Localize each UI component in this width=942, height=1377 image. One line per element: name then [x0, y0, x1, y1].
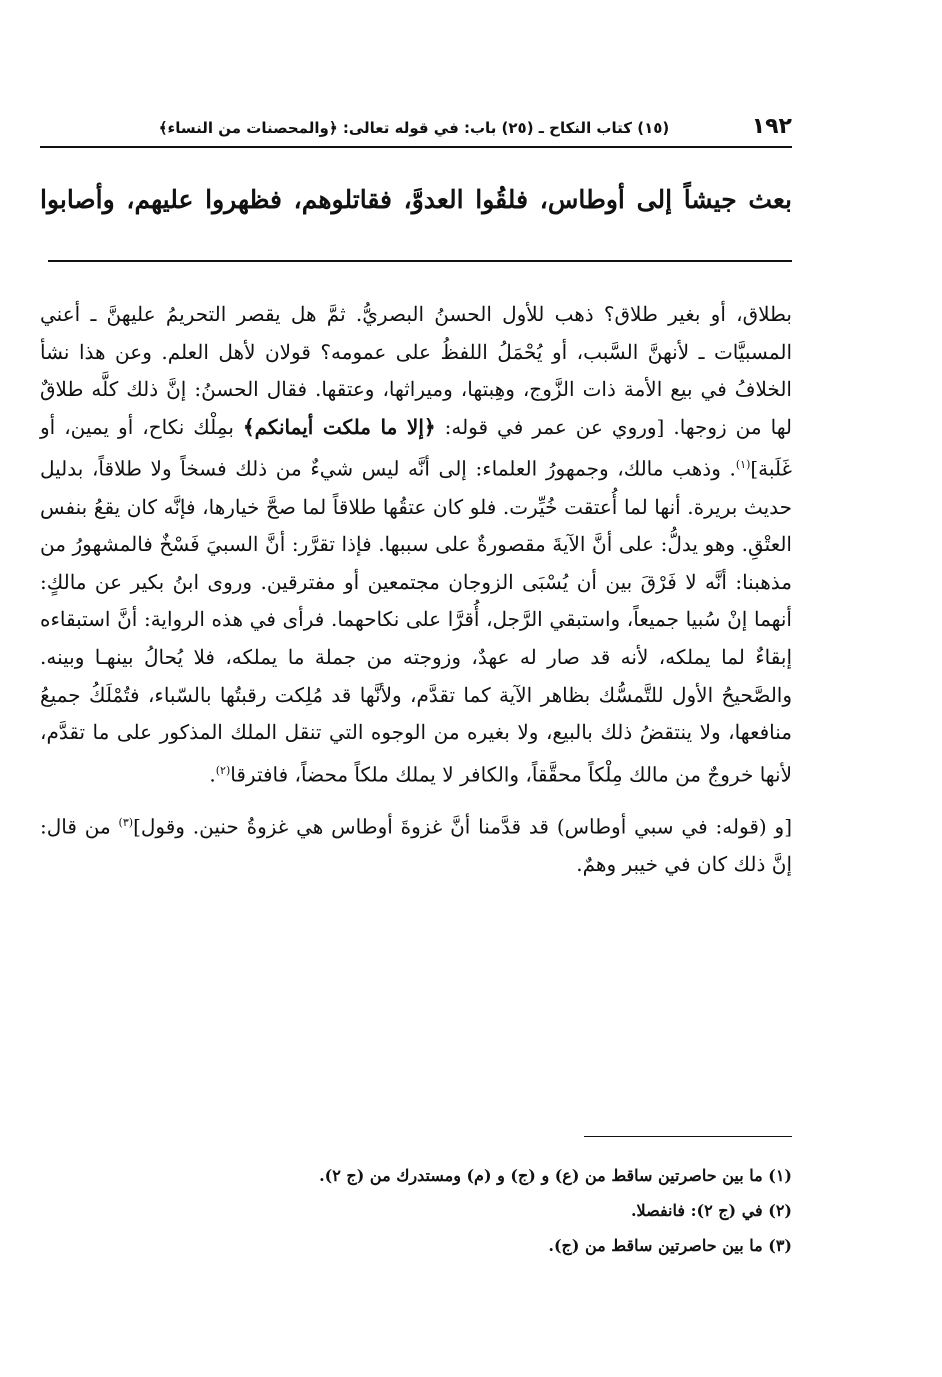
page-header	[40, 112, 792, 148]
commentary-text-run: من قال: إنَّ ذلك كان في خيبر وهمٌ.	[40, 814, 792, 877]
commentary-paragraph-1	[40, 296, 792, 794]
commentary-text-run: .	[209, 762, 216, 787]
section-divider	[48, 260, 792, 262]
hadith-text-line: بعث جيشاً إلى أوطاس، فلقُوا العدوَّ، فقاتلوهم، فظهروا عليهم، وأصابوا	[40, 185, 792, 214]
commentary-text	[40, 296, 792, 884]
quran-quote: ﴿إلا ما ملكت أيمانكم﴾	[242, 414, 436, 439]
commentary-text-run: [و (قوله: في سبي أوطاس) قد قدَّمنا أنَّ غزوةَ أوطاس هي غزوةُ حنين. وقول]	[133, 814, 793, 839]
commentary-paragraph-2	[40, 804, 792, 884]
footnote-1: (١) ما بين حاصرتين ساقط من (ع) و (ج) و (م) ومستدرك من (ج ٢).	[319, 1166, 792, 1185]
commentary-text-run: بمِلْك نكاح، أو يمين، أو غَلَبة]	[40, 414, 792, 482]
footnote-ref-2: (٢)	[215, 763, 231, 777]
commentary-text-run: بطلاق، أو بغير طلاق؟ ذهب للأول الحسنُ البصريُّ. ثمَّ هل يقصر التحريمُ عليهنَّ ـ أعني المسبيَّات ـ لأنهنَّ السَّبب، أو يُحْمَلُ اللفظُ على عمومه؟ قولان لأهل العلم. وعن هذا نشأ الخلافُ في بيع الأمة ذات الزَّوج، وهِبتها، وميراثها، وعتقها. فقال الحسنُ: إنَّ ذلك كلَّه طلاقٌ لها من زوجها. [وروي عن عمر في قوله:	[40, 302, 793, 439]
footnote-ref-3: (٣)	[118, 816, 134, 830]
page-number: ١٩٢	[751, 114, 792, 139]
footnotes	[200, 1158, 792, 1263]
commentary-text-run: . وذهب مالك، وجمهورُ العلماء: إلى أنَّه ليس شيءٌ من ذلك فسخاً ولا طلاقاً، بدليل حديث بريرة. أنها لما أُعتقت خُيِّرت. فلو كان عتقُها طلاقاً لما صحَّ خيارها، فإنَّه كان يقعُ بنفس العتْقِ. وهو يدلُّ: على أنَّ الآيةَ مقصورةٌ على سببها. فإذا تقرَّر: أنَّ السبيَ فَسْخٌ فالمشهورُ من مذهبنا: أنَّه لا فَرْقَ بين أن يُسْبَى الزوجان مجتمعين أو مفترقين. وروى ابنُ بكير عن مالكٍ: أنهما إنْ سُبيا جميعاً، واستبقي الرَّجل، أُقرَّا على نكاحهما. فرأى في هذه الرواية: أنَّ استبقاءه إبقاءٌ لما يملكه، لأنه قد صار له عهدٌ، وزوجته من جملة ما يملكه، فلا يُحالُ بينهـا وبينه. والصَّحيحُ الأول للتَّمسُّك بظاهر الآية كما تقدَّم، ولأنَّها قد مُلِكت رقبتُها بالسّباء، فتُمْلَكُ جميعُ منافعها، ولا ينتقضُ ذلك بالبيع، ولا بغيره من الوجوه التي تنقل الملك المذكور على ما تقدَّم، لأنها خروجٌ من مالك مِلْكاً محقَّقاً، والكافر لا يملك ملكاً محضاً، فافترقا	[40, 457, 792, 787]
footnote-3: (٣) ما بين حاصرتين ساقط من (ج).	[548, 1236, 792, 1255]
footnote-ref-1: (١)	[735, 458, 751, 472]
running-title: (١٥) كتاب النكاح ـ (٢٥) باب: في قوله تعالى: ﴿والمحصنات من النساء﴾	[158, 119, 670, 137]
footnote-separator	[584, 1136, 792, 1137]
footnote-2: (٢) في (ج ٢): فانفصلا.	[630, 1201, 792, 1220]
